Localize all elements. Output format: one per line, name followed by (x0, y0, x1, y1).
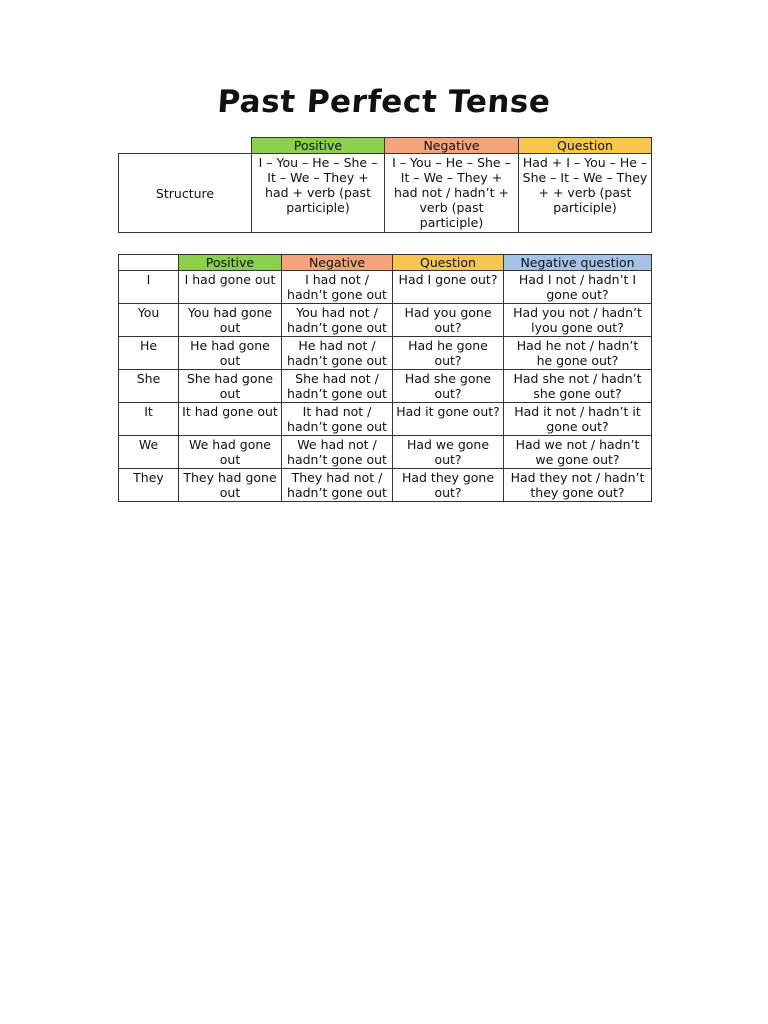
pronoun-cell: I (119, 271, 179, 304)
pronoun-cell: She (119, 370, 179, 403)
structure-header-row (119, 138, 652, 154)
question-cell: Had he gone out? (393, 337, 504, 370)
table-row (119, 304, 652, 337)
conjugation-table (118, 254, 652, 502)
structure-header-negative: Negative (385, 138, 519, 154)
structure-header-question: Question (519, 138, 652, 154)
pronoun-cell: He (119, 337, 179, 370)
negative-cell: She had not / hadn’t gone out (282, 370, 393, 403)
negative-cell: He had not / hadn’t gone out (282, 337, 393, 370)
structure-corner-cell (119, 138, 252, 154)
pronoun-cell: We (119, 436, 179, 469)
question-cell: Had I gone out? (393, 271, 504, 304)
positive-cell: He had gone out (179, 337, 282, 370)
structure-negative-cell: I – You – He – She – It – We – They + had not / hadn’t + verb (past participle) (385, 154, 519, 233)
table-row (119, 469, 652, 502)
question-cell: Had you gone out? (393, 304, 504, 337)
negative-question-cell: Had you not / hadn’t lyou gone out? (504, 304, 652, 337)
positive-cell: I had gone out (179, 271, 282, 304)
positive-cell: They had gone out (179, 469, 282, 502)
pronoun-cell: It (119, 403, 179, 436)
negative-question-cell: Had they not / hadn’t they gone out? (504, 469, 652, 502)
structure-table (118, 137, 652, 233)
question-cell: Had she gone out? (393, 370, 504, 403)
conjugation-header-question: Question (393, 255, 504, 271)
conjugation-header-positive: Positive (179, 255, 282, 271)
positive-cell: We had gone out (179, 436, 282, 469)
question-cell: Had we gone out? (393, 436, 504, 469)
positive-cell: You had gone out (179, 304, 282, 337)
page-title: Past Perfect Tense (216, 84, 552, 120)
table-row (119, 403, 652, 436)
negative-cell: You had not / hadn’t gone out (282, 304, 393, 337)
conjugation-header-negative-question: Negative question (504, 255, 652, 271)
table-row (119, 436, 652, 469)
question-cell: Had they gone out? (393, 469, 504, 502)
structure-row-label: Structure (119, 154, 252, 233)
negative-question-cell: Had we not / hadn’t we gone out? (504, 436, 652, 469)
structure-question-cell: Had + I – You – He – She – It – We – They + + verb (past participle) (519, 154, 652, 233)
negative-cell: They had not / hadn’t gone out (282, 469, 393, 502)
table-row (119, 370, 652, 403)
negative-question-cell: Had it not / hadn’t it gone out? (504, 403, 652, 436)
positive-cell: It had gone out (179, 403, 282, 436)
negative-question-cell: Had he not / hadn’t he gone out? (504, 337, 652, 370)
structure-header-positive: Positive (252, 138, 385, 154)
positive-cell: She had gone out (179, 370, 282, 403)
pronoun-cell: They (119, 469, 179, 502)
negative-cell: It had not / hadn’t gone out (282, 403, 393, 436)
structure-positive-cell: I – You – He – She – It – We – They + had + verb (past participle) (252, 154, 385, 233)
negative-question-cell: Had I not / hadn’t I gone out? (504, 271, 652, 304)
table-row (119, 337, 652, 370)
conjugation-corner-cell (119, 255, 179, 271)
table-row (119, 271, 652, 304)
negative-question-cell: Had she not / hadn’t she gone out? (504, 370, 652, 403)
negative-cell: I had not / hadn’t gone out (282, 271, 393, 304)
negative-cell: We had not / hadn’t gone out (282, 436, 393, 469)
structure-row (119, 154, 652, 233)
question-cell: Had it gone out? (393, 403, 504, 436)
conjugation-header-negative: Negative (282, 255, 393, 271)
conjugation-header-row (119, 255, 652, 271)
pronoun-cell: You (119, 304, 179, 337)
